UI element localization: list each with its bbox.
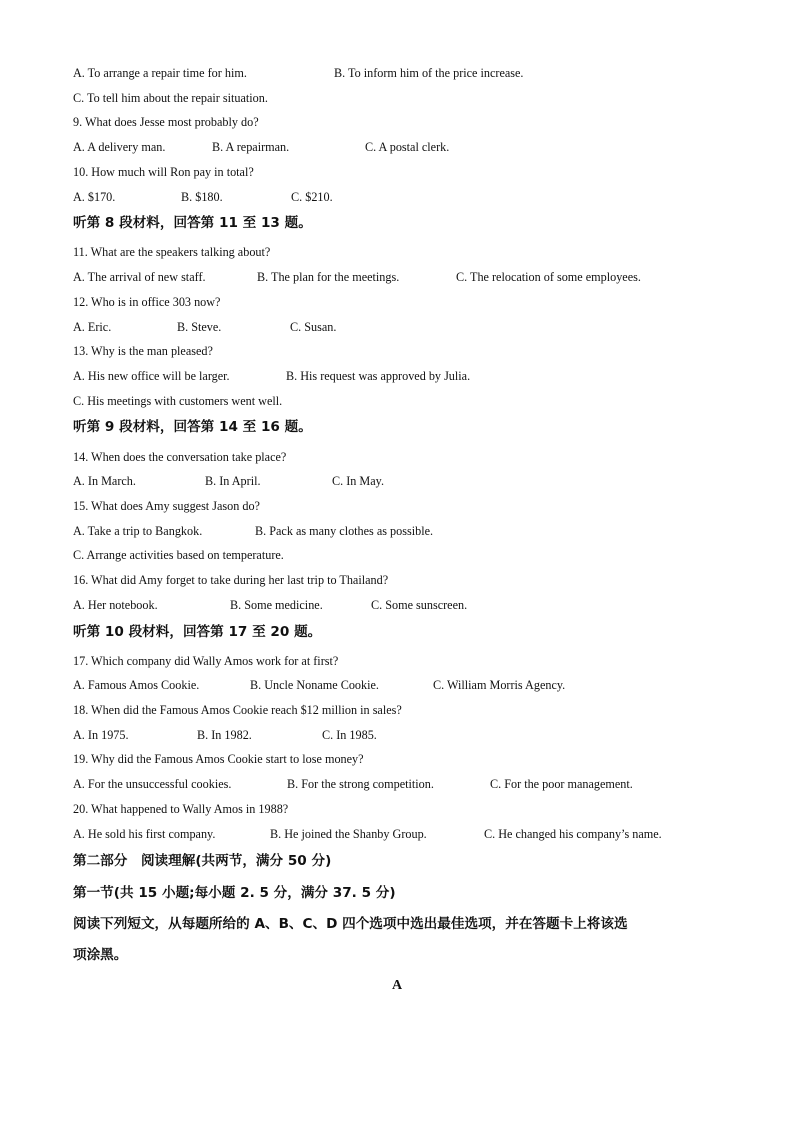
option: C. $210. (291, 190, 333, 204)
option: C. Susan. (290, 320, 337, 334)
question-11: 11. What are the speakers talking about? (73, 245, 271, 259)
option: A. Eric. (73, 320, 112, 334)
option: C. Arrange activities based on temperature. (73, 548, 284, 562)
option: A. $170. (73, 190, 116, 204)
option: C. His meetings with customers went well. (73, 394, 283, 408)
option: B. A repairman. (212, 140, 290, 154)
option: B. In April. (205, 474, 261, 488)
option: B. Some medicine. (230, 598, 323, 612)
option: B. He joined the Shanby Group. (270, 827, 427, 841)
question-9: 9. What does Jesse most probably do? (73, 115, 259, 129)
question-14: 14. When does the conversation take place? (73, 450, 287, 464)
question-15: 15. What does Amy suggest Jason do? (73, 499, 260, 513)
option: C. The relocation of some employees. (456, 270, 641, 284)
option: B. In 1982. (197, 728, 252, 742)
section-heading-8: 听第 8 段材料，回答第 11 至 13 题。 (73, 215, 312, 231)
question-17: 17. Which company did Wally Amos work for at first? (73, 654, 339, 668)
option: A. For the unsuccessful cookies. (73, 777, 232, 791)
question-16: 16. What did Amy forget to take during her last trip to Thailand? (73, 573, 389, 587)
instruction-line-1: 阅读下列短文，从每题所给的 A、B、C、D 四个选项中选出最佳选项，并在答题卡上将该选 (73, 916, 628, 932)
option: C. In May. (332, 474, 385, 488)
section1-title: 第一节(共 15 小题;每小题 2. 5 分，满分 37. 5 分) (73, 885, 396, 901)
option: C. A postal clerk. (365, 140, 450, 154)
option: C. For the poor management. (490, 777, 633, 791)
option: A. The arrival of new staff. (73, 270, 206, 284)
option: A. To arrange a repair time for him. (73, 66, 247, 80)
option: A. In 1975. (73, 728, 129, 742)
section-heading-10: 听第 10 段材料，回答第 17 至 20 题。 (73, 624, 322, 640)
option: C. William Morris Agency. (433, 678, 566, 692)
option: C. He changed his company’s name. (484, 827, 662, 841)
option: A. Take a trip to Bangkok. (73, 524, 203, 538)
section-heading-9: 听第 9 段材料，回答第 14 至 16 题。 (73, 419, 312, 435)
question-19: 19. Why did the Famous Amos Cookie start to lose money? (73, 752, 364, 766)
option: B. Uncle Noname Cookie. (250, 678, 379, 692)
option: A. A delivery man. (73, 140, 166, 154)
passage-label: A (391, 978, 403, 993)
option: C. To tell him about the repair situation. (73, 91, 268, 105)
question-18: 18. When did the Famous Amos Cookie reach $12 million in sales? (73, 703, 402, 717)
option: C. Some sunscreen. (371, 598, 468, 612)
option: B. For the strong competition. (287, 777, 434, 791)
option: B. The plan for the meetings. (257, 270, 400, 284)
part2-title: 第二部分 阅读理解(共两节，满分 50 分) (73, 853, 332, 869)
instruction-line-2: 项涂黑。 (73, 947, 128, 963)
option: C. In 1985. (322, 728, 377, 742)
question-20: 20. What happened to Wally Amos in 1988? (73, 802, 289, 816)
question-10: 10. How much will Ron pay in total? (73, 165, 254, 179)
option: A. His new office will be larger. (73, 369, 230, 383)
option: A. He sold his first company. (73, 827, 216, 841)
option: B. Pack as many clothes as possible. (255, 524, 434, 538)
option: A. Her notebook. (73, 598, 158, 612)
option: B. $180. (181, 190, 223, 204)
question-13: 13. Why is the man pleased? (73, 344, 213, 358)
option: B. To inform him of the price increase. (334, 66, 524, 80)
question-12: 12. Who is in office 303 now? (73, 295, 221, 309)
option: B. His request was approved by Julia. (286, 369, 471, 383)
option: B. Steve. (177, 320, 222, 334)
option: A. In March. (73, 474, 136, 488)
option: A. Famous Amos Cookie. (73, 678, 200, 692)
